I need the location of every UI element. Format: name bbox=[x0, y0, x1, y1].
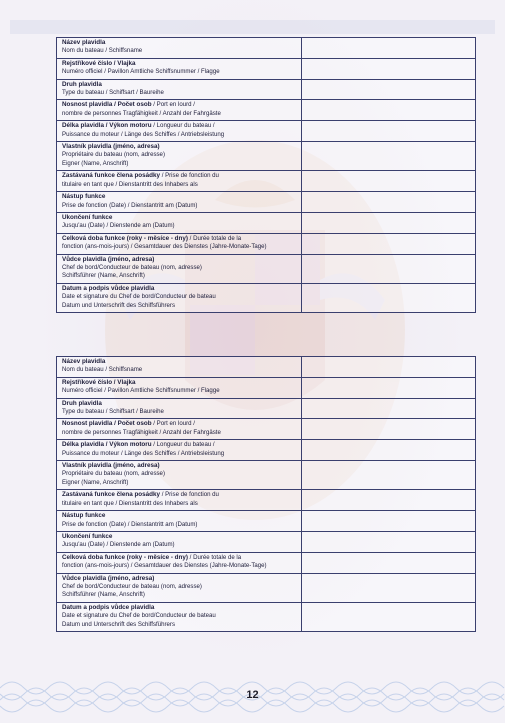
field-value-cell[interactable] bbox=[302, 531, 476, 552]
field-label: Celková doba funkce (roky - měsíce - dny) / Durée totale de la fonction (ans-mois-jours) / Gesamtdauer des Dienstes (Jahre-Monate-Tage) bbox=[57, 233, 302, 254]
page-number: 12 bbox=[246, 689, 259, 701]
field-value-cell[interactable] bbox=[302, 58, 476, 79]
field-value-cell[interactable] bbox=[302, 419, 476, 440]
field-value-cell[interactable] bbox=[302, 254, 476, 283]
field-value-cell[interactable] bbox=[302, 38, 476, 59]
field-label: Zastávaná funkce člena posádky / Prise de fonction du titulaire en tant que / Dienstantritt des Inhabers als bbox=[57, 171, 302, 192]
table-row bbox=[57, 283, 476, 312]
field-label: Datum a podpis vůdce plavidla Date et signature du Chef de bord/Conducteur de bateau Datum und Unterschrift des Schiffsführers bbox=[57, 602, 302, 631]
table-row bbox=[57, 511, 476, 532]
table-row bbox=[57, 490, 476, 511]
field-label: Rejstříkové číslo / Vlajka Numéro officiel / Pavillon Amtliche Schiffsnummer / Flagge bbox=[57, 58, 302, 79]
field-label: Datum a podpis vůdce plavidla Date et signature du Chef de bord/Conducteur de bateau Datum und Unterschrift des Schiffsführers bbox=[57, 283, 302, 312]
table-row bbox=[57, 100, 476, 121]
field-value-cell[interactable] bbox=[302, 283, 476, 312]
field-value-cell[interactable] bbox=[302, 212, 476, 233]
field-label: Vlastník plavidla (jméno, adresa) Propriétaire du bateau (nom, adresse) Eigner (Name, Anschrift) bbox=[57, 142, 302, 171]
field-value-cell[interactable] bbox=[302, 490, 476, 511]
table-row bbox=[57, 38, 476, 59]
field-label: Název plavidla Nom du bateau / Schiffsname bbox=[57, 38, 302, 59]
service-record-table-2 bbox=[56, 356, 476, 632]
field-label: Rejstříkové číslo / Vlajka Numéro officiel / Pavillon Amtliche Schiffsnummer / Flagge bbox=[57, 377, 302, 398]
field-label: Nosnost plavidla / Počet osob / Port en lourd / nombre de personnes Tragfähigkeit / Anzahl der Fahrgäste bbox=[57, 100, 302, 121]
field-label: Ukončení funkce Jusqu'au (Date) / Dienstende am (Datum) bbox=[57, 212, 302, 233]
field-label: Vůdce plavidla (jméno, adresa) Chef de bord/Conducteur de bateau (nom, adresse) Schiffsführer (Name, Anschrift) bbox=[57, 573, 302, 602]
table-row bbox=[57, 58, 476, 79]
field-value-cell[interactable] bbox=[302, 79, 476, 100]
field-value-cell[interactable] bbox=[302, 602, 476, 631]
field-label: Nástup funkce Prise de fonction (Date) / Dienstantritt am (Datum) bbox=[57, 511, 302, 532]
table-row bbox=[57, 171, 476, 192]
table-row bbox=[57, 79, 476, 100]
table-row bbox=[57, 398, 476, 419]
field-label: Nástup funkce Prise de fonction (Date) / Dienstantritt am (Datum) bbox=[57, 192, 302, 213]
field-value-cell[interactable] bbox=[302, 511, 476, 532]
field-label: Zastávaná funkce člena posádky / Prise de fonction du titulaire en tant que / Dienstantritt des Inhabers als bbox=[57, 490, 302, 511]
table-row bbox=[57, 233, 476, 254]
field-value-cell[interactable] bbox=[302, 440, 476, 461]
field-value-cell[interactable] bbox=[302, 552, 476, 573]
field-value-cell[interactable] bbox=[302, 233, 476, 254]
field-label: Délka plavidla / Výkon motoru / Longueur du bateau / Puissance du moteur / Länge des Schiffes / Antriebsleistung bbox=[57, 121, 302, 142]
field-value-cell[interactable] bbox=[302, 121, 476, 142]
field-label: Druh plavidla Type du bateau / Schiffsart / Baureihe bbox=[57, 79, 302, 100]
table-row bbox=[57, 212, 476, 233]
table-row bbox=[57, 573, 476, 602]
table-row bbox=[57, 121, 476, 142]
field-label: Ukončení funkce Jusqu'au (Date) / Dienstende am (Datum) bbox=[57, 531, 302, 552]
field-value-cell[interactable] bbox=[302, 573, 476, 602]
field-value-cell[interactable] bbox=[302, 461, 476, 490]
table-row bbox=[57, 254, 476, 283]
table-row bbox=[57, 531, 476, 552]
table-row bbox=[57, 440, 476, 461]
table-row bbox=[57, 357, 476, 378]
field-value-cell[interactable] bbox=[302, 100, 476, 121]
field-label: Druh plavidla Type du bateau / Schiffsart / Baureihe bbox=[57, 398, 302, 419]
field-value-cell[interactable] bbox=[302, 377, 476, 398]
field-label: Vůdce plavidla (jméno, adresa) Chef de bord/Conducteur de bateau (nom, adresse) Schiffsführer (Name, Anschrift) bbox=[57, 254, 302, 283]
field-value-cell[interactable] bbox=[302, 171, 476, 192]
table-row bbox=[57, 552, 476, 573]
service-record-table-1 bbox=[56, 37, 476, 313]
field-value-cell[interactable] bbox=[302, 142, 476, 171]
table-row bbox=[57, 461, 476, 490]
field-label: Nosnost plavidla / Počet osob / Port en lourd / nombre de personnes Tragfähigkeit / Anzahl der Fahrgäste bbox=[57, 419, 302, 440]
field-label: Název plavidla Nom du bateau / Schiffsname bbox=[57, 357, 302, 378]
field-value-cell[interactable] bbox=[302, 398, 476, 419]
field-label: Celková doba funkce (roky - měsíce - dny) / Durée totale de la fonction (ans-mois-jours) / Gesamtdauer des Dienstes (Jahre-Monate-Tage) bbox=[57, 552, 302, 573]
field-value-cell[interactable] bbox=[302, 357, 476, 378]
table-row bbox=[57, 419, 476, 440]
table-row bbox=[57, 142, 476, 171]
table-row bbox=[57, 192, 476, 213]
field-value-cell[interactable] bbox=[302, 192, 476, 213]
table-row bbox=[57, 602, 476, 631]
field-label: Délka plavidla / Výkon motoru / Longueur du bateau / Puissance du moteur / Länge des Schiffes / Antriebsleistung bbox=[57, 440, 302, 461]
table-row bbox=[57, 377, 476, 398]
field-label: Vlastník plavidla (jméno, adresa) Propriétaire du bateau (nom, adresse) Eigner (Name, Anschrift) bbox=[57, 461, 302, 490]
